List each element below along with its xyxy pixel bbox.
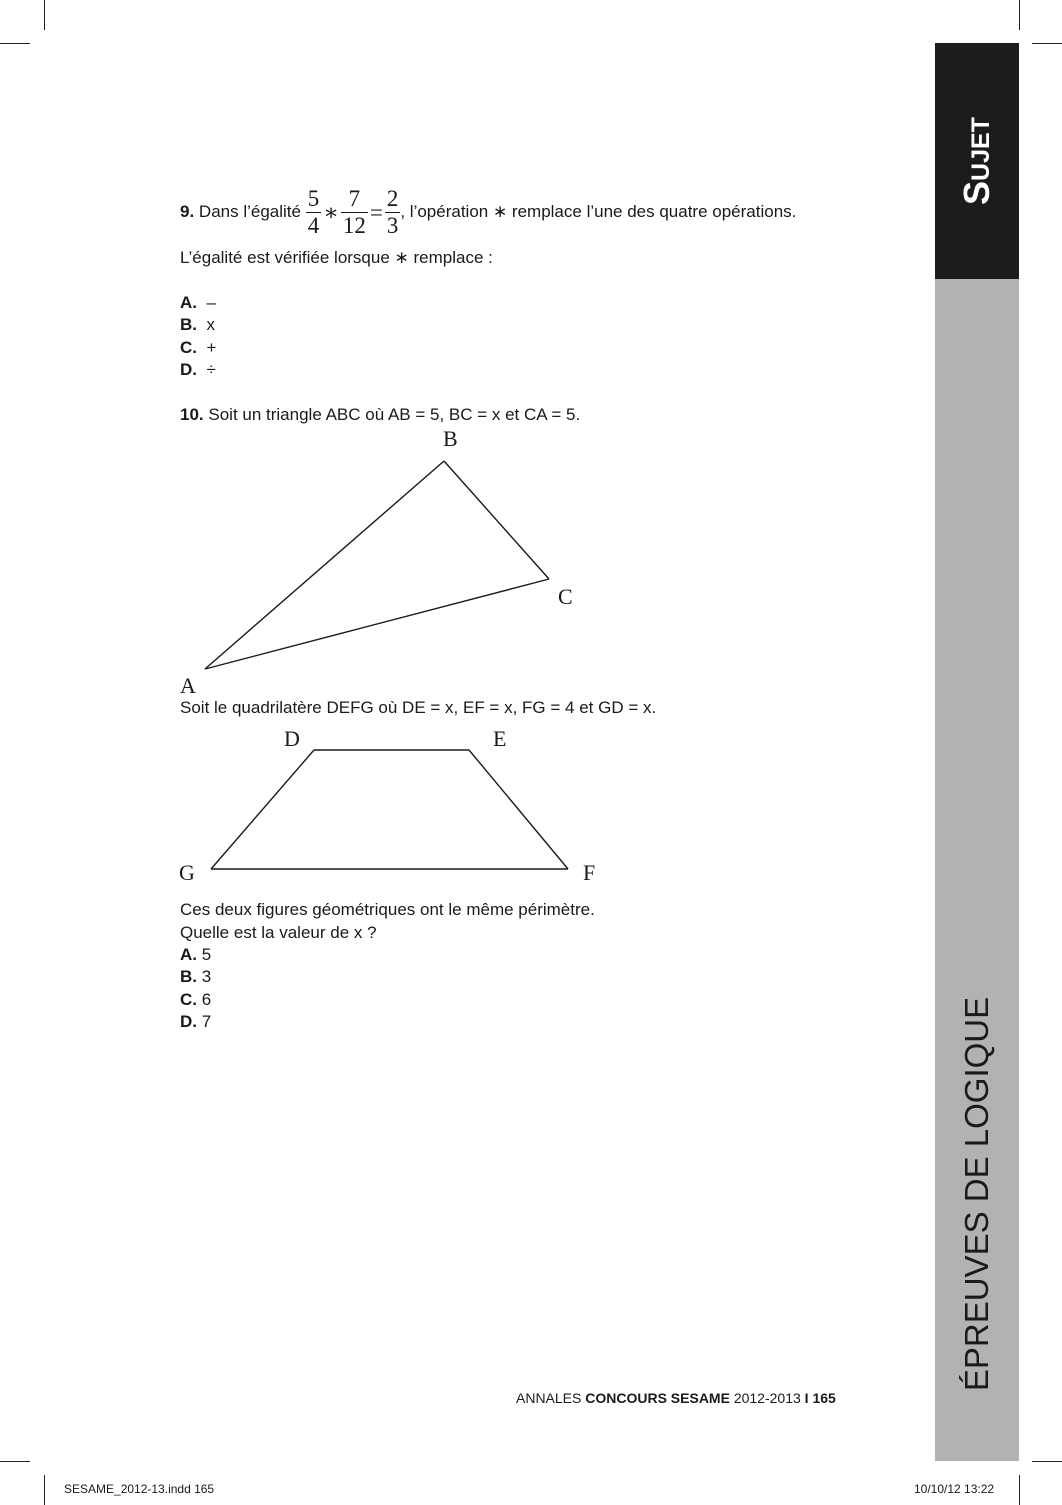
option-text: ÷ bbox=[206, 360, 216, 379]
q10-option-d bbox=[180, 1011, 211, 1033]
vertex-label-b: B bbox=[443, 426, 458, 451]
option-label: B. bbox=[180, 315, 197, 334]
q9-number: 9. bbox=[180, 202, 195, 221]
q9-intro: Dans l’égalité bbox=[198, 202, 301, 221]
q10-intro: Soit un triangle ABC où AB = 5, BC = x et CA = 5. bbox=[208, 405, 581, 424]
option-text: 7 bbox=[201, 1012, 212, 1031]
option-label: A. bbox=[180, 945, 197, 964]
option-label: C. bbox=[180, 990, 197, 1009]
q10-perimeter-line: Ces deux figures géométriques ont le même périmètre. bbox=[180, 900, 595, 919]
vertex-label-e: E bbox=[493, 726, 507, 751]
side-tab-title-sujet: Sujet bbox=[956, 117, 997, 205]
option-label: A. bbox=[180, 293, 197, 312]
footer-prefix: ANNALES bbox=[516, 1390, 582, 1406]
quad-side-ef bbox=[469, 750, 568, 869]
crop-mark bbox=[1032, 1461, 1062, 1462]
q10-option-c bbox=[180, 989, 211, 1011]
footer-separator: I bbox=[804, 1390, 809, 1406]
option-label: C. bbox=[180, 338, 197, 357]
fraction-denominator: 3 bbox=[386, 213, 399, 239]
q10-option-b bbox=[180, 966, 211, 988]
q10-question: Quelle est la valeur de x ? bbox=[180, 923, 377, 942]
option-text: 3 bbox=[201, 967, 212, 986]
vertex-label-a: A bbox=[180, 673, 196, 698]
q10-quad-intro: Soit le quadrilatère DEFG où DE = x, EF = x, FG = 4 et GD = x. bbox=[180, 698, 657, 717]
footer-years: 2012-2013 bbox=[733, 1390, 801, 1406]
footer-brand: CONCOURS SESAME bbox=[585, 1390, 730, 1406]
crop-mark bbox=[0, 1461, 30, 1462]
vertex-label-f: F bbox=[583, 860, 596, 885]
option-text: – bbox=[206, 293, 216, 312]
vertex-label-c: C bbox=[558, 584, 573, 609]
crop-mark bbox=[1019, 1475, 1020, 1505]
page-footer bbox=[516, 1389, 836, 1407]
option-label: B. bbox=[180, 967, 197, 986]
option-label: D. bbox=[180, 360, 197, 379]
fraction-numerator: 7 bbox=[341, 186, 368, 213]
q9-line2: L’égalité est vérifiée lorsque ∗ remplace : bbox=[180, 248, 493, 267]
vertex-label-d: D bbox=[284, 726, 300, 751]
equals-sign: = bbox=[369, 199, 383, 225]
slug-date: 10/10/12 13:22 bbox=[914, 1482, 995, 1496]
crop-mark bbox=[1032, 43, 1062, 44]
triangle-side-bc bbox=[444, 461, 549, 579]
triangle-abc-figure bbox=[0, 0, 700, 900]
fraction-numerator: 2 bbox=[386, 186, 399, 212]
option-text: + bbox=[206, 338, 217, 357]
q10-option-a bbox=[180, 944, 211, 966]
side-tab-title-epreuves: ÉPREUVES DE LOGIQUE bbox=[958, 996, 995, 1392]
q9-after: , l’opération ∗ remplace l’une des quatre opérations. bbox=[400, 202, 797, 221]
quad-side-gd bbox=[211, 750, 314, 869]
crop-mark bbox=[1019, 0, 1020, 30]
fraction-denominator: 4 bbox=[307, 213, 320, 239]
fraction-numerator: 5 bbox=[307, 186, 320, 212]
star-operator: ∗ bbox=[323, 199, 339, 225]
vertex-label-g: G bbox=[179, 860, 195, 885]
crop-mark bbox=[44, 1475, 45, 1505]
option-text: 5 bbox=[201, 945, 212, 964]
option-text: 6 bbox=[201, 990, 212, 1009]
option-label: D. bbox=[180, 1012, 197, 1031]
q10-number: 10. bbox=[180, 405, 204, 424]
page-number: 165 bbox=[812, 1390, 836, 1406]
option-text: x bbox=[206, 315, 215, 334]
fraction-denominator: 12 bbox=[342, 213, 366, 239]
slug-file: SESAME_2012-13.indd 165 bbox=[64, 1482, 215, 1496]
